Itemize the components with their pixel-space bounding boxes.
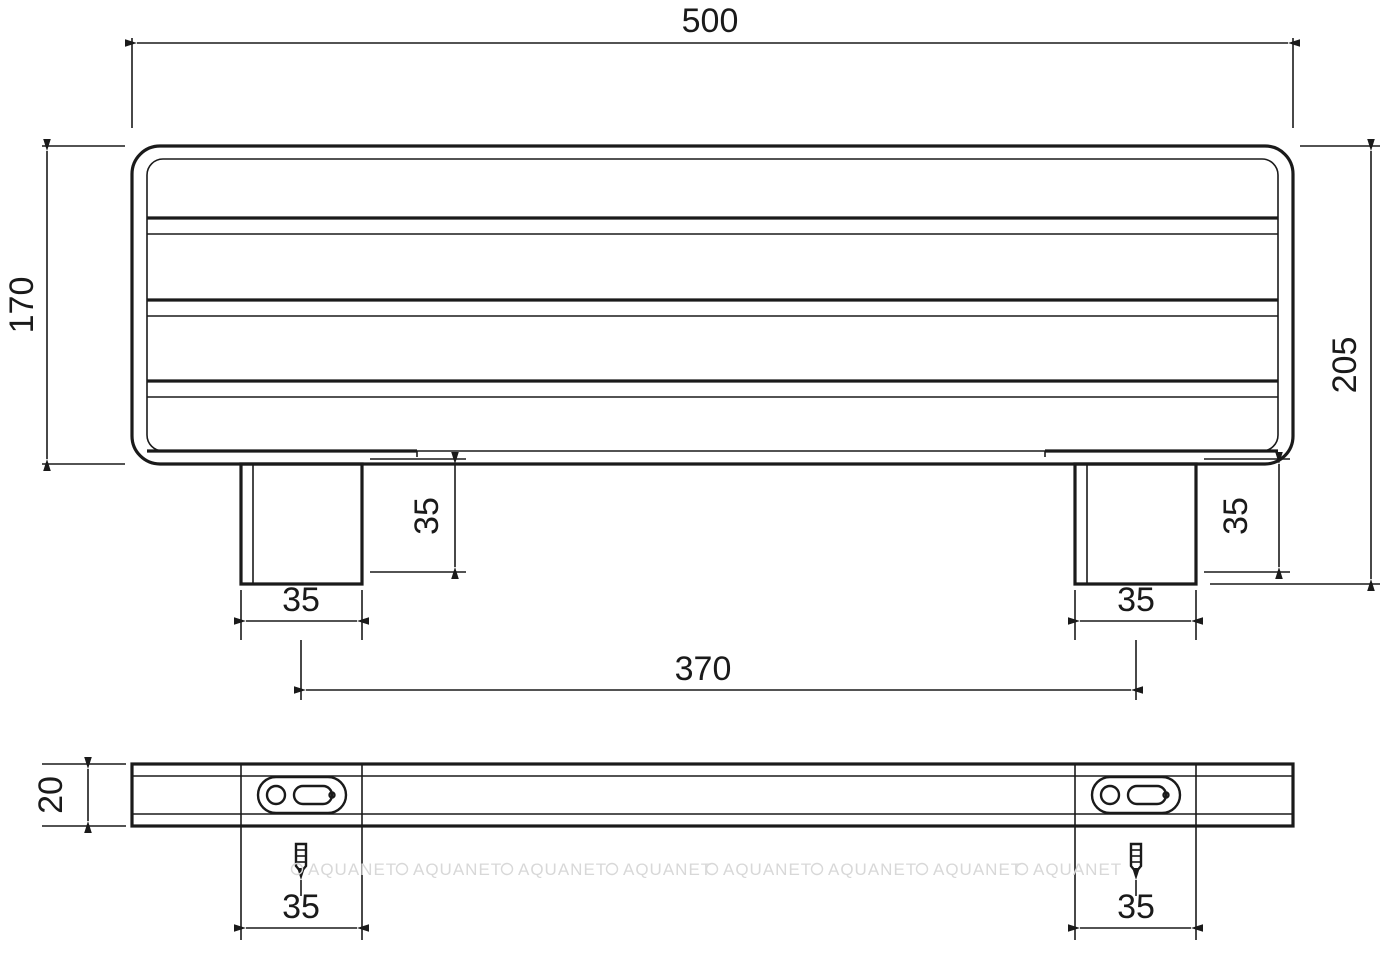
watermark-label: AQUANET: [623, 860, 713, 879]
dim-left-bracket-width-label: 35: [282, 581, 320, 619]
dimension-rail-height: [3, 146, 125, 464]
watermark-row: [292, 860, 1123, 879]
dim-right-bracket-width-label: 35: [1117, 581, 1155, 619]
dim-rail-height-label: 170: [3, 276, 41, 334]
right-mounting-plate: [1092, 777, 1180, 813]
watermark-item: [292, 860, 398, 879]
watermark-item: [397, 860, 503, 879]
watermark-label: AQUANET: [308, 860, 398, 879]
dim-left-bracket-depth-label: 35: [408, 497, 446, 535]
watermark-label: AQUANET: [723, 860, 813, 879]
watermark-label: AQUANET: [828, 860, 918, 879]
dim-right-bracket-depth-label: 35: [1217, 497, 1255, 535]
left-mounting-plate: [258, 777, 346, 813]
watermark-item: [607, 860, 713, 879]
dimension-overall-width: [132, 2, 1293, 128]
dim-profile-thickness-label: 20: [32, 776, 70, 814]
dim-total-height-label: 205: [1326, 336, 1364, 394]
dim-left-mount-offset-label: 35: [282, 888, 320, 926]
dimension-right-bracket-width: [1075, 581, 1196, 640]
dimension-center-to-center: [301, 640, 1136, 700]
watermark-item: [917, 860, 1023, 879]
dimension-left-bracket-depth: [370, 459, 466, 572]
dimension-profile-thickness: [32, 764, 126, 826]
watermark-label: AQUANET: [413, 860, 503, 879]
watermark-item: [812, 860, 918, 879]
watermark-item: [1017, 860, 1123, 879]
watermark-label: AQUANET: [1033, 860, 1123, 879]
dim-overall-width-label: 500: [681, 2, 739, 40]
watermark-label: AQUANET: [933, 860, 1023, 879]
watermark-label: AQUANET: [518, 860, 608, 879]
watermark-item: [502, 860, 608, 879]
front-view-geometry: [132, 146, 1293, 584]
dim-center-to-center-label: 370: [674, 650, 732, 688]
watermark-item: [707, 860, 813, 879]
dimension-left-bracket-width: [241, 581, 362, 640]
dimension-right-bracket-depth: [1204, 459, 1290, 572]
left-screw-symbol: [296, 844, 306, 872]
right-screw-symbol: [1131, 844, 1141, 872]
dim-right-mount-offset-label: 35: [1117, 888, 1155, 926]
